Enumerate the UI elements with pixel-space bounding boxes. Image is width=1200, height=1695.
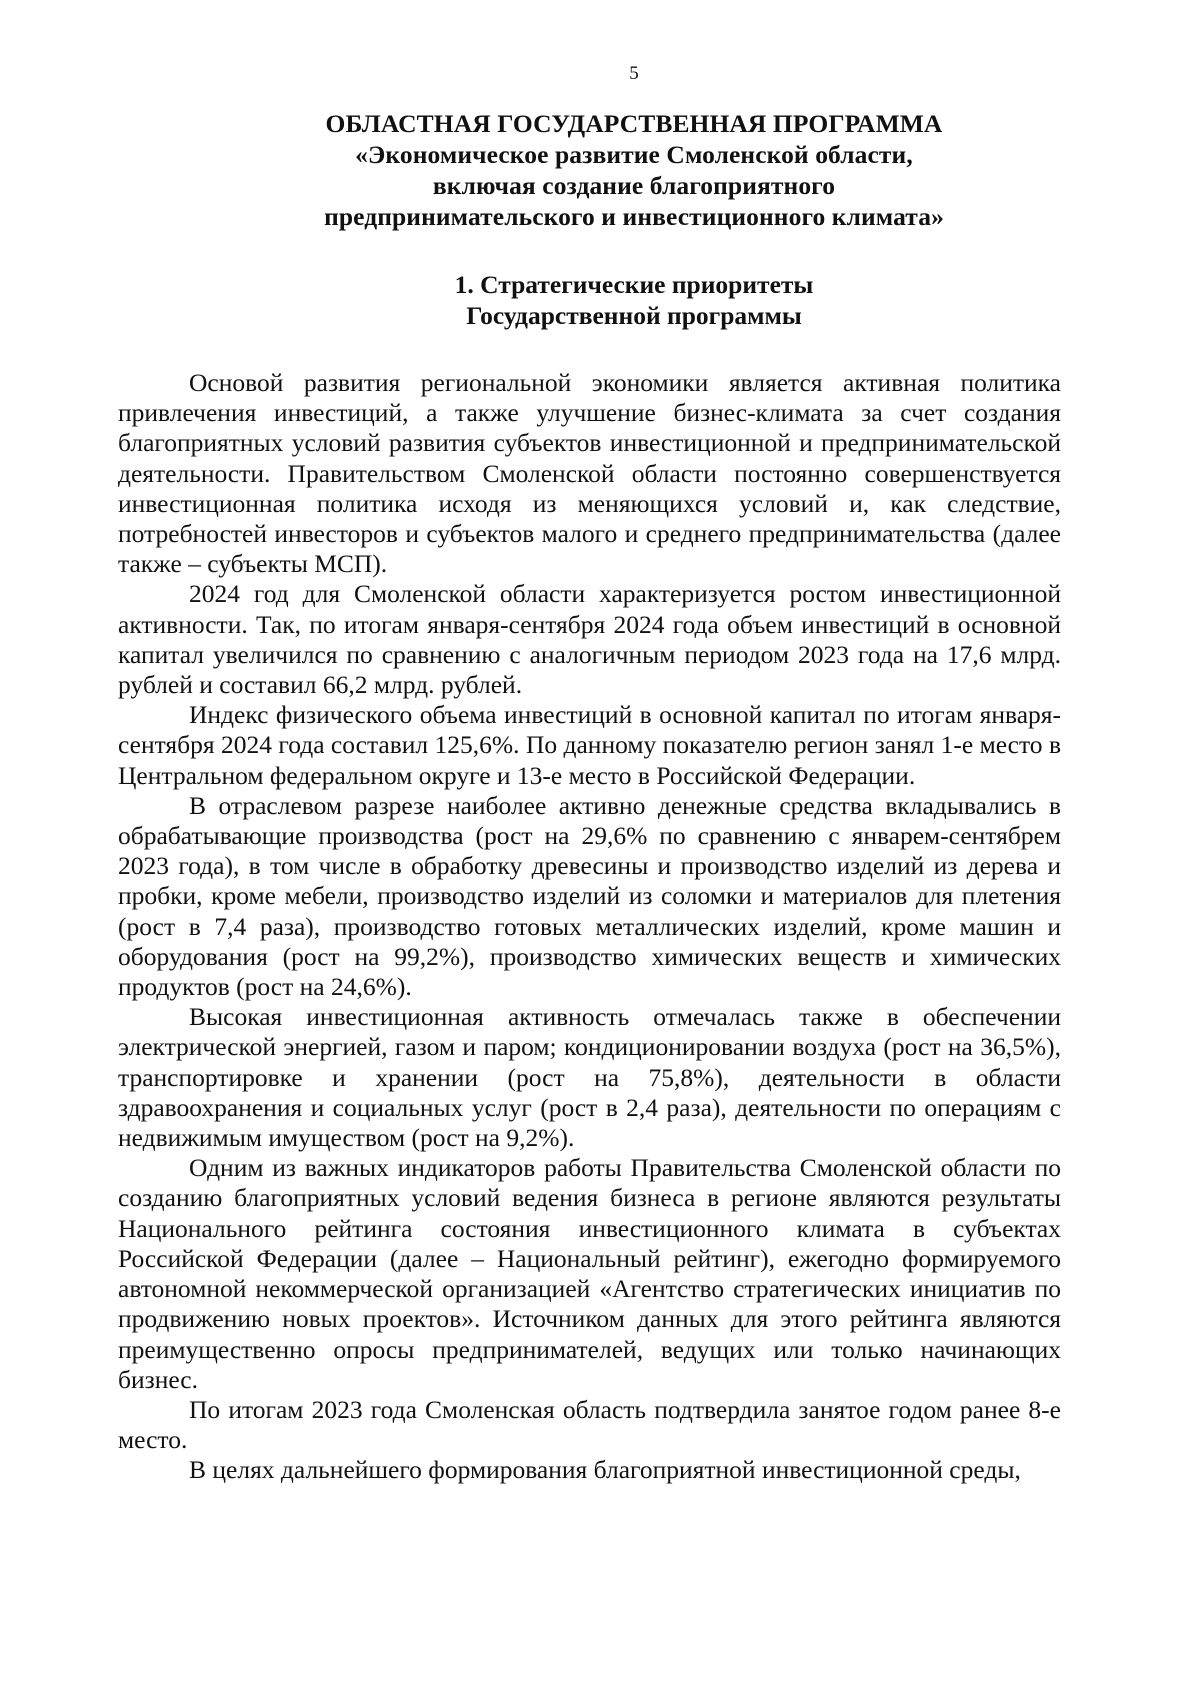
paragraph: По итогам 2023 года Смоленская область подтвердила занятое годом ранее 8-е место. <box>118 1394 1061 1455</box>
paragraph: Основой развития региональной экономики является активная политика привлечения инвестиций, а также улучшение бизнес-климата за счет создания благоприятных условий развития субъектов инвестиционной и предпринимательской деятельности. Правительством Смоленской области постоянно совершенствуется инвестиционная политика исходя из меняющихся условий и, как следствие, потребностей инвесторов и субъектов малого и среднего предпринимательства (далее также – субъекты МСП). <box>118 368 1061 579</box>
page-number: 5 <box>629 63 639 84</box>
program-title-line: предпринимательского и инвестиционного климата» <box>324 202 944 231</box>
paragraph: Одним из важных индикаторов работы Правительства Смоленской области по созданию благоприятных условий ведения бизнеса в регионе являются результаты Национального рейтинга состояния инвестиционного климата в субъектах Российской Федерации (далее – Национальный рейтинг), ежегодно формируемого автономной некоммерческой организацией «Агентство стратегических инициатив по продвижению новых проектов». Источником данных для этого рейтинга являются преимущественно опросы предпринимателей, ведущих или только начинающих бизнес. <box>118 1153 1061 1394</box>
program-title-line: «Экономическое развитие Смоленской области, <box>355 140 913 169</box>
program-title <box>0 108 1200 232</box>
section-heading-line: Государственной программы <box>466 301 802 330</box>
program-title-line: ОБЛАСТНАЯ ГОСУДАРСТВЕННАЯ ПРОГРАММА <box>325 109 943 138</box>
paragraph: В целях дальнейшего формирования благоприятной инвестиционной среды, <box>189 1455 1021 1485</box>
paragraph: 2024 год для Смоленской области характеризуется ростом инвестиционной активности. Так, по итогам января-сентября 2024 года объем инвестиций в основной капитал увеличился по сравнению с аналогичным периодом 2023 года на 17,6 млрд. рублей и составил 66,2 млрд. рублей. <box>118 579 1061 700</box>
body-text <box>118 368 1061 1486</box>
section-heading <box>0 269 1200 331</box>
section-heading-line: 1. Стратегические приоритеты <box>454 270 814 299</box>
paragraph: В отраслевом разрезе наиболее активно денежные средства вкладывались в обрабатывающие производства (рост на 29,6% по сравнению с январем-сентябрем 2023 года), в том числе в обработку древесины и производство изделий из дерева и пробки, кроме мебели, производство изделий из соломки и материалов для плетения (рост в 7,4 раза), производство готовых металлических изделий, кроме машин и оборудования (рост на 99,2%), производство химических веществ и химических продуктов (рост на 24,6%). <box>118 790 1061 1002</box>
paragraph: Высокая инвестиционная активность отмечалась также в обеспечении электрической энергией, газом и паром; кондиционировании воздуха (рост на 36,5%), транспортировке и хранении (рост на 75,8%), деятельности в области здравоохранения и социальных услуг (рост в 2,4 раза), деятельности по операциям с недвижимым имуществом (рост на 9,2%). <box>118 1002 1061 1153</box>
program-title-line: включая создание благоприятного <box>432 171 836 200</box>
paragraph: Индекс физического объема инвестиций в основной капитал по итогам января-сентября 2024 года составил 125,6%. По данному показателю регион занял 1-е место в Центральном федеральном округе и 13-е место в Российской Федерации. <box>118 700 1061 790</box>
